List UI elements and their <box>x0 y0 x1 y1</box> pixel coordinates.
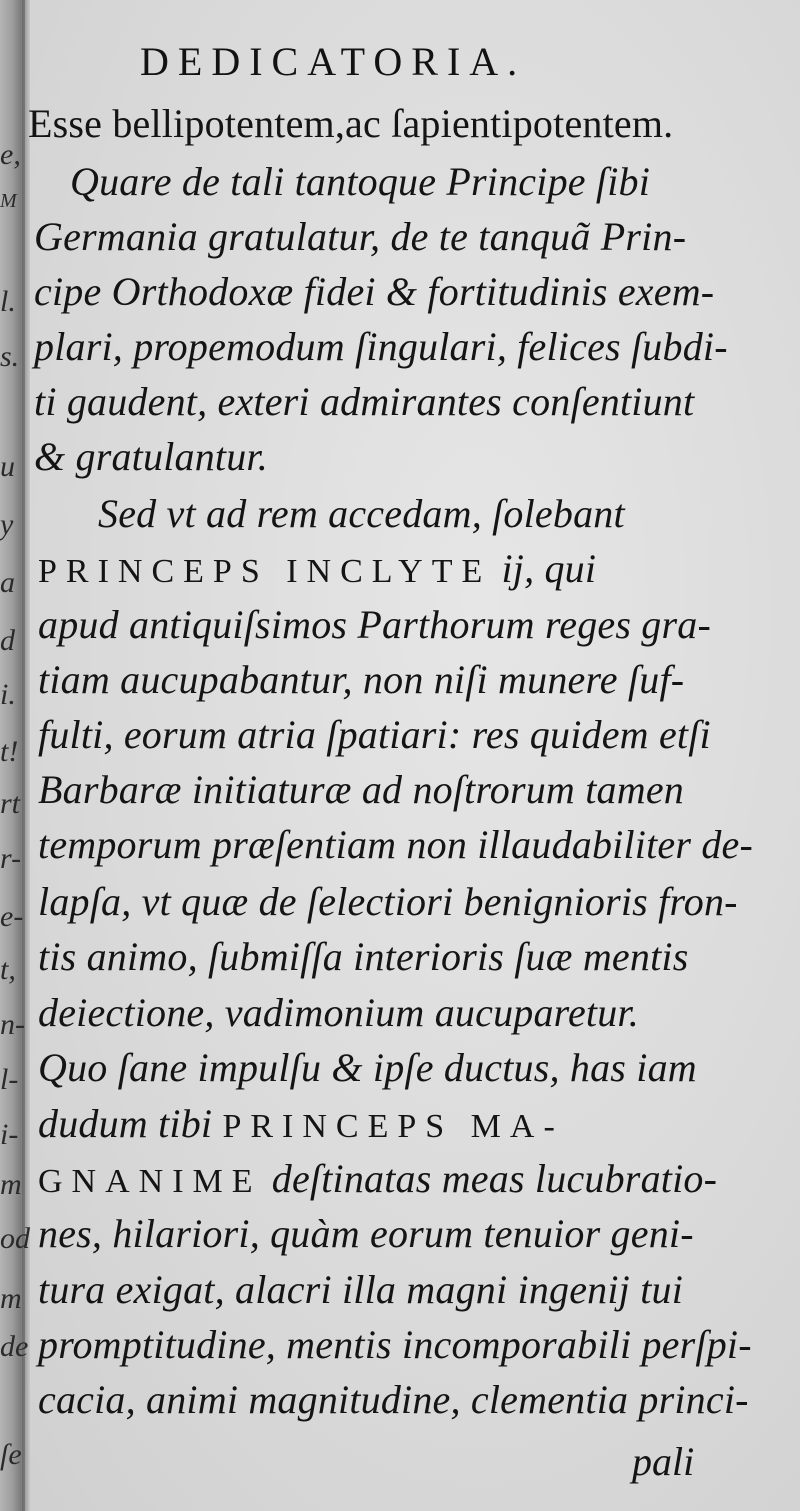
margin-fragment: n- <box>0 1008 25 1041</box>
margin-fragment: y <box>0 508 14 541</box>
margin-fragment: u <box>0 450 15 483</box>
text-line: Sed vt ad rem accedam, ſolebant <box>98 491 625 536</box>
text-line: promptitudine, mentis incomporabili perſpi- <box>38 1322 752 1367</box>
small-caps-phrase: PRINCEPS MA- <box>222 1108 564 1145</box>
gutter-shadow <box>22 0 25 1511</box>
margin-fragment: e- <box>0 900 24 933</box>
small-caps-phrase: PRINCEPS INCLYTE <box>38 553 492 590</box>
text-line: lapſa, vt quæ de ſelectiori benignioris fron- <box>38 879 738 924</box>
catchword: pali <box>632 1439 695 1484</box>
text-line: Quo ſane impulſu & ipſe ductus, has iam <box>38 1045 697 1090</box>
margin-fragment: l. <box>0 285 16 318</box>
margin-fragment: l- <box>0 1063 19 1096</box>
margin-fragment: t, <box>0 953 16 986</box>
running-head: DEDICATORIA. <box>140 39 527 84</box>
margin-fragment: ſe <box>0 1438 22 1471</box>
text-line: ti gaudent, exteri admirantes conſentiunt <box>34 379 695 424</box>
text-line <box>38 1155 717 1202</box>
margin-fragment: de <box>0 1330 29 1363</box>
small-caps-phrase: GNANIME <box>38 1163 262 1200</box>
text-line: & gratulantur. <box>34 434 268 479</box>
margin-fragment: rt <box>0 787 21 820</box>
text-line: plari, propemodum ſingulari, felices ſubdi- <box>34 324 728 369</box>
margin-fragment: t! <box>0 735 19 768</box>
text-fragment: dudum tibi <box>38 1101 223 1146</box>
text-line: cipe Orthodoxæ fidei & fortitudinis exem- <box>34 269 715 314</box>
text-line: Quare de tali tantoque Principe ſibi <box>70 159 651 204</box>
margin-fragment: od <box>0 1222 30 1255</box>
text-line: tiam aucupabantur, non niſi munere ſuf- <box>38 657 685 702</box>
margin-fragment: r- <box>0 842 22 875</box>
text-line: tura exigat, alacri illa magni ingenij tui <box>38 1267 684 1312</box>
text-line: cacia, animi magnitudine, clementia princi- <box>38 1377 749 1422</box>
text-line <box>38 545 596 592</box>
text-line: Esse bellipotentem,ac ſapientipotentem. <box>28 101 674 146</box>
text-line: nes, hilariori, quàm eorum tenuior geni- <box>38 1211 694 1256</box>
text-line: tis animo, ſubmiſſa interioris ſuæ mentis <box>38 934 689 979</box>
margin-fragment: M <box>0 190 17 212</box>
margin-fragment: s. <box>0 340 20 373</box>
previous-page-margin <box>0 0 30 1511</box>
margin-fragment: i. <box>0 678 16 711</box>
text-line <box>38 1100 564 1147</box>
margin-fragment: i- <box>0 1118 19 1151</box>
margin-fragment: e, <box>0 138 21 171</box>
margin-fragment: m <box>0 1282 22 1315</box>
text-line: deiectione, vadimonium aucuparetur. <box>38 990 639 1035</box>
margin-fragment: m <box>0 1168 22 1201</box>
margin-fragment: d <box>0 624 15 657</box>
text-fragment: ij, qui <box>501 546 597 591</box>
text-line: fulti, eorum atria ſpatiari: res quidem etſi <box>38 712 711 757</box>
margin-fragment: a <box>0 566 15 599</box>
text-fragment: deſtinatas meas lucubratio- <box>271 1156 718 1201</box>
text-line: Barbaræ initiaturæ ad noſtrorum tamen <box>38 767 684 812</box>
text-line: Germania gratulatur, de te tanquã Prin- <box>34 214 687 259</box>
show-through <box>360 440 368 474</box>
text-line: temporum præſentiam non illaudabiliter de- <box>38 822 754 867</box>
text-line: apud antiquiſsimos Parthorum reges gra- <box>38 602 711 647</box>
